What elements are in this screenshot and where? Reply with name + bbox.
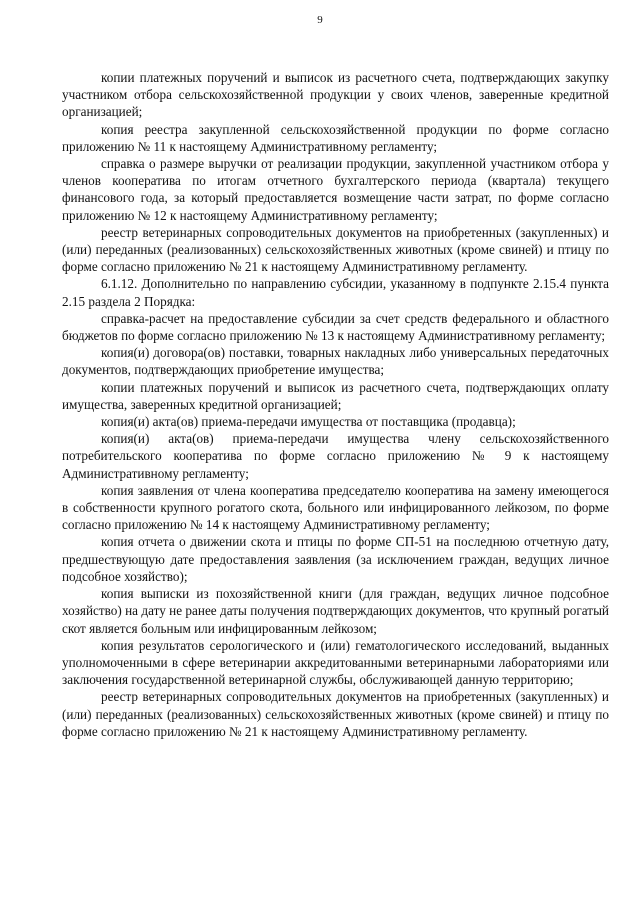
paragraph: реестр ветеринарных сопроводительных документов на приобретенных (закупленных) и (или) переданных (реализованных) сельскохозяйственных животных (кроме свиней) и птицу по форме согласно приложению № 21 к настоящему Административному регламенту. — [62, 224, 609, 275]
paragraph: копия(и) договора(ов) поставки, товарных накладных либо универсальных передаточных документов, подтверждающих приобретение имущества; — [62, 345, 609, 378]
paragraph: копия заявления от члена кооператива председателю кооператива на замену имеющегося в собственности крупного рогатого скота, больного или инфицированного лейкозом, по форме согласно приложению № 14 к настоящему Административному регламенту; — [62, 482, 609, 533]
paragraph: копии платежных поручений и выписок из расчетного счета, подтверждающих оплату имущества, заверенных кредитной организацией; — [62, 379, 609, 412]
page-number: 9 — [317, 14, 323, 26]
paragraph: копия реестра закупленной сельскохозяйственной продукции по форме согласно приложению № 11 к настоящему Административному регламенту; — [62, 121, 609, 154]
paragraph: копия(и) акта(ов) приема-передачи имущества от поставщика (продавца); — [101, 414, 516, 430]
paragraph: 6.1.12. Дополнительно по направлению субсидии, указанному в подпункте 2.15.4 пункта 2.15 раздела 2 Порядка: — [62, 276, 609, 309]
paragraph: справка о размере выручки от реализации продукции, закупленной участником отбора у членов кооператива по итогам отчетного бухгалтерского периода (квартала) текущего финансового года, за который предоставляется возмещение части затрат, по форме согласно приложению № 12 к настоящему Административному регламенту; — [62, 156, 609, 223]
paragraph: копии платежных поручений и выписок из расчетного счета, подтверждающих закупку участником отбора сельскохозяйственной продукции у своих членов, заверенные кредитной организацией; — [62, 70, 609, 120]
paragraph: копия выписки из похозяйственной книги (для граждан, ведущих личное подсобное хозяйство) на дату не ранее даты получения подтверждающих документов, что крупный рогатый скот является больным или инфицированным лейкозом; — [62, 586, 609, 636]
paragraph: копия(и) акта(ов) приема-передачи имущества члену сельскохозяйственного потребительского кооператива по форме согласно приложению № 9 к настоящему Административному регламенту; — [62, 431, 609, 481]
document-body — [62, 69, 609, 740]
paragraph: реестр ветеринарных сопроводительных документов на приобретенных (закупленных) и (или) переданных (реализованных) сельскохозяйственных животных (кроме свиней) и птицу по форме согласно приложению № 21 к настоящему Административному регламенту. — [62, 689, 609, 739]
paragraph: копия результатов серологического и (или) гематологического исследований, выданных уполномоченными в сфере ветеринарии аккредитованными ветеринарными лабораториями или заключения государственной ветеринарной службы, обслуживающей данную территорию; — [62, 637, 609, 688]
paragraph: справка-расчет на предоставление субсидии за счет средств федерального и областного бюджетов по форме согласно приложению № 13 к настоящему Административному регламенту; — [62, 310, 609, 344]
paragraph: копия отчета о движении скота и птицы по форме СП-51 на последнюю отчетную дату, предшествующую дате предоставления заявления (за исключением граждан, ведущих личное подсобное хозяйство); — [62, 534, 609, 584]
